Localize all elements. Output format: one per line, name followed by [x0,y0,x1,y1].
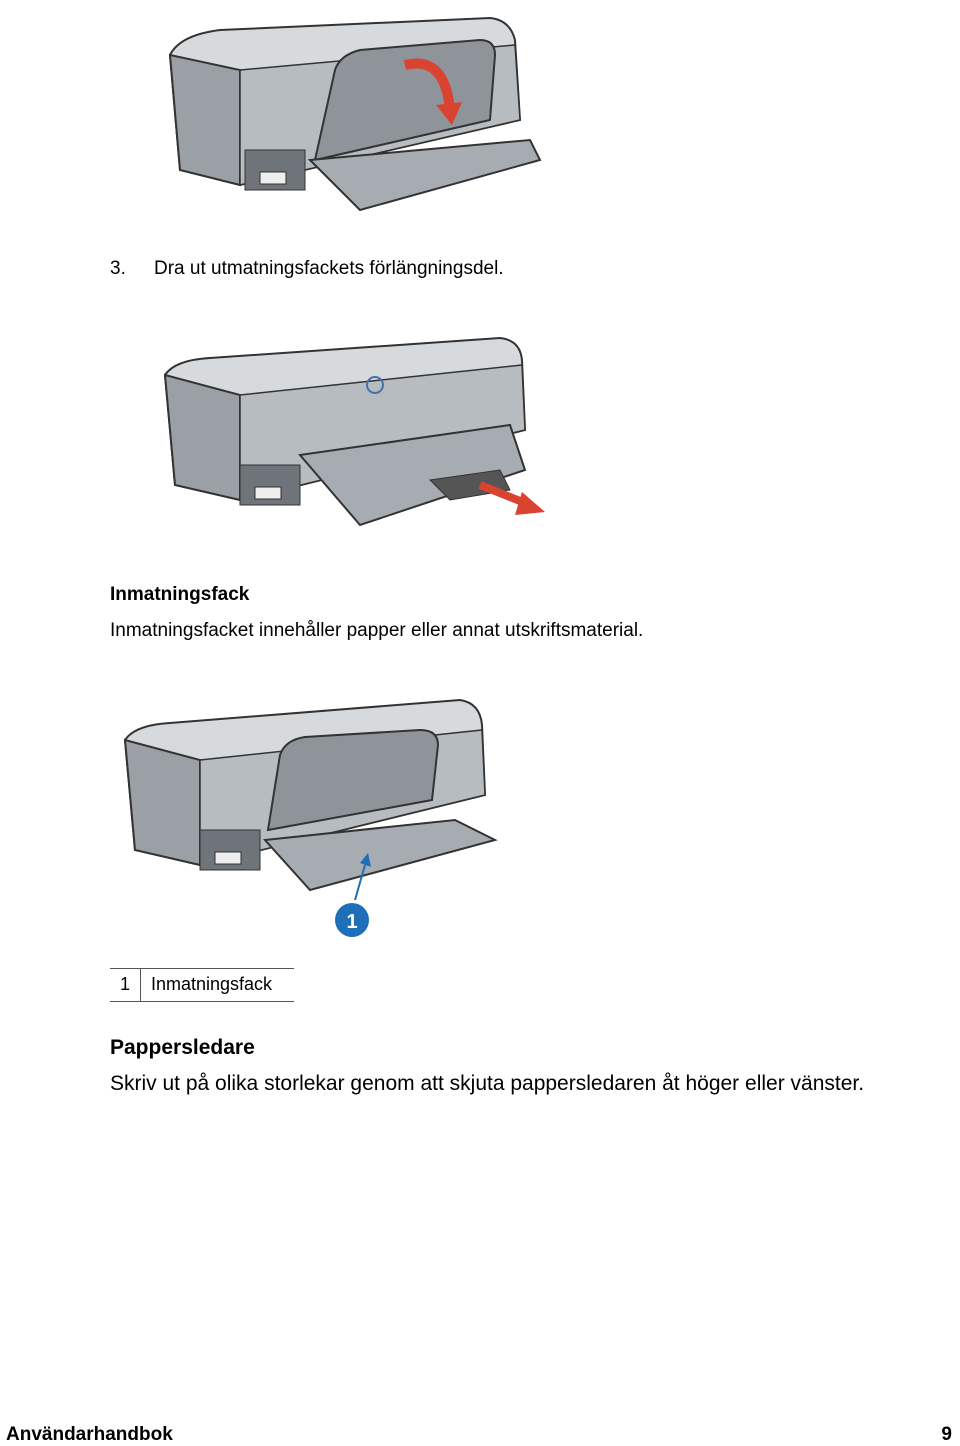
step-number: 3. [110,258,126,279]
paper-guide-description: Skriv ut på olika storlekar genom att skjuta pappersledaren åt höger eller vänster. [110,1072,865,1095]
legend-label: Inmatningsfack [151,974,273,994]
footer-title: Användarhandbok [6,1424,173,1445]
legend-divider [140,969,141,1001]
input-tray-description: Inmatningsfacket innehåller papper eller annat utskriftsmaterial. [110,620,644,641]
printer-illustration-pull-extension [160,330,550,535]
step-3 [110,258,504,280]
input-tray-heading: Inmatningsfack [110,584,250,605]
legend-number: 1 [119,974,130,994]
step-text: Dra ut utmatningsfackets förlängningsdel. [154,258,504,279]
paper-guide-heading: Pappersledare [110,1036,255,1059]
printer-illustration-extend-tray [160,10,550,215]
legend-table [110,968,294,1002]
printer-illustration-input-tray [120,695,505,945]
page-number: 9 [941,1424,952,1445]
callout-number: 1 [346,911,358,933]
